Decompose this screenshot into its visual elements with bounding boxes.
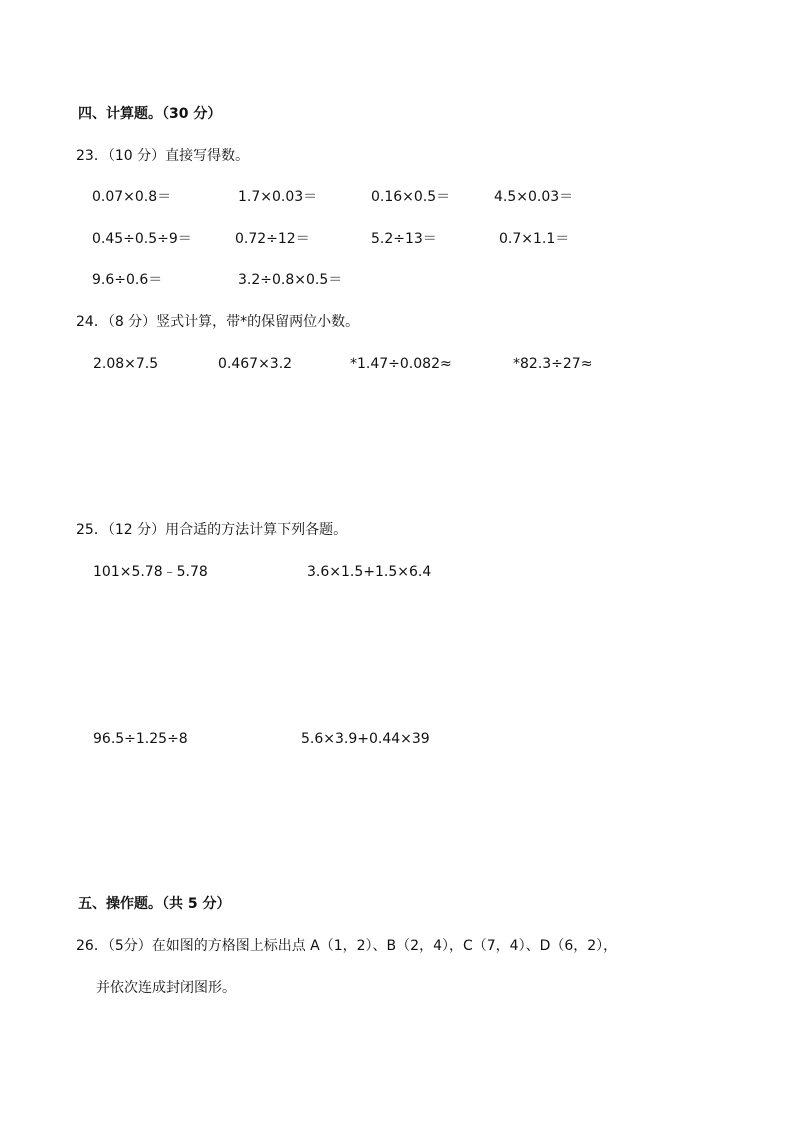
- q23-item-5: 0.45÷0.5÷9＝: [92, 231, 192, 247]
- question-26-line-2: 并依次连成封闭图形。: [96, 980, 236, 996]
- section-5-title: 五、操作题。（共 5 分）: [78, 896, 231, 912]
- q23-item-6: 0.72÷12＝: [235, 231, 310, 247]
- q23-item-9: 9.6÷0.6＝: [92, 272, 163, 288]
- q25-item-2: 3.6×1.5+1.5×6.4: [307, 564, 432, 580]
- q23-item-4: 4.5×0.03＝: [494, 189, 574, 205]
- q23-item-10: 3.2÷0.8×0.5＝: [238, 272, 343, 288]
- q23-item-8: 0.7×1.1＝: [499, 231, 570, 247]
- q25-item-3: 96.5÷1.25÷8: [93, 731, 188, 747]
- q23-item-1: 0.07×0.8＝: [92, 189, 172, 205]
- question-26-line-1: 26．（5分）在如图的方格图上标出点 A（1，2）、B（2，4），C（7，4）、D（6，2），: [76, 938, 618, 954]
- q23-item-7: 5.2÷13＝: [371, 231, 437, 247]
- q24-item-2: 0.467×3.2: [218, 356, 293, 372]
- q25-item-1: 101×5.78﹣5.78: [93, 564, 208, 580]
- q24-item-1: 2.08×7.5: [93, 356, 159, 372]
- question-23-title: 23．（10 分）直接写得数。: [76, 148, 250, 164]
- q25-item-4: 5.6×3.9+0.44×39: [301, 731, 430, 747]
- q24-item-4: *82.3÷27≈: [513, 356, 593, 372]
- q23-item-2: 1.7×0.03＝: [238, 189, 318, 205]
- section-4-title: 四、计算题。（30 分）: [78, 106, 222, 122]
- question-25-title: 25．（12 分）用合适的方法计算下列各题。: [76, 522, 348, 538]
- q24-item-3: *1.47÷0.082≈: [350, 356, 452, 372]
- question-24-title: 24．（8 分）竖式计算，带*的保留两位小数。: [76, 314, 360, 330]
- q23-item-3: 0.16×0.5＝: [371, 189, 451, 205]
